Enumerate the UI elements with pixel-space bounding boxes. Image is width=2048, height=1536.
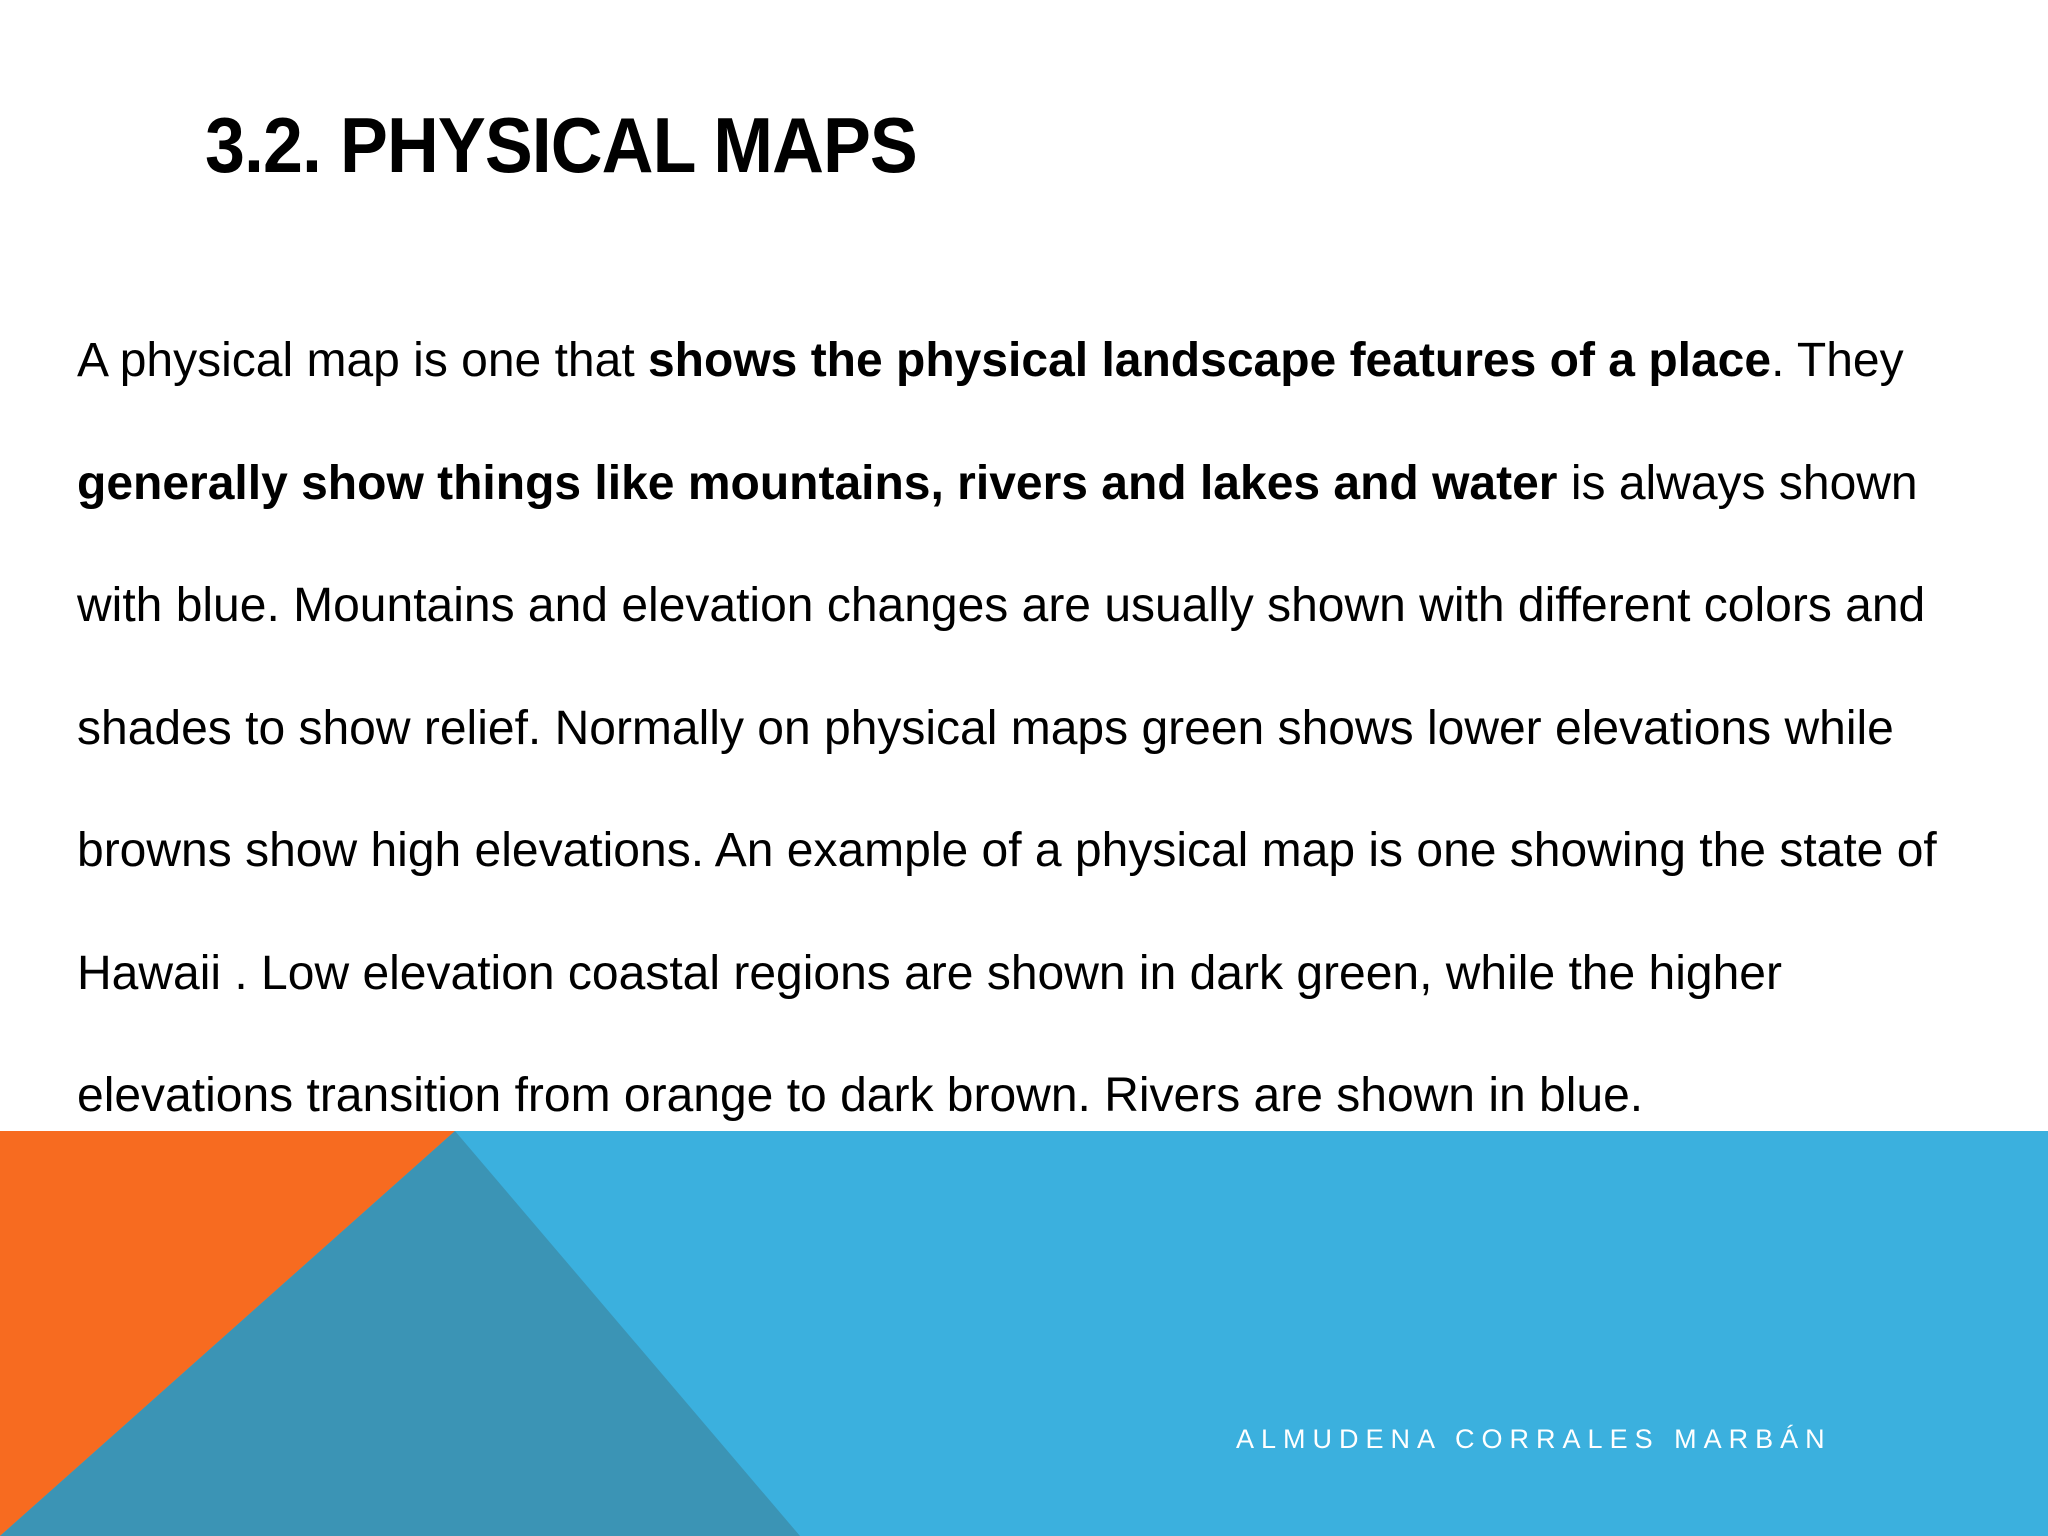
body-run: . They (1771, 334, 1904, 387)
decorative-bottom-band (0, 1131, 2048, 1536)
body-run: is always shown with blue. Mountains and elevation changes are usually shown with different colors and shades to show relief. Normally on physical maps green shows lower elevations while browns show high elevations. An example of a physical map is one showing the state of Hawaii . Low elevation coastal regions are shown in dark green, while the higher elevations transition from orange to dark brown. Rivers are shown in blue. (77, 456, 1937, 1122)
author-name: ALMUDENA CORRALES MARBÁN (1236, 1424, 1832, 1454)
slide-title: 3.2. PHYSICAL MAPS (205, 101, 917, 189)
body-run-bold: generally show things like mountains, rivers and lakes and water (77, 456, 1558, 510)
body-run: A physical map is one that (77, 334, 648, 387)
body-run-bold: shows the physical landscape features of a place (647, 334, 1772, 387)
slide-body-text (77, 300, 1977, 1158)
